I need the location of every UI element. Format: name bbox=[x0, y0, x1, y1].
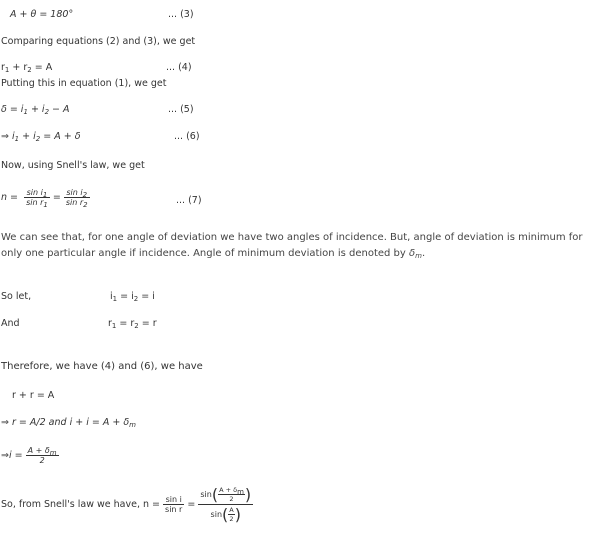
text-comparing: Comparing equations (2) and (3), we get bbox=[1, 36, 196, 47]
equation-5: $\delta = i_1 + i_2 - A$ bbox=[1, 104, 70, 116]
equation-6: ⇒ $i_1 + i_2 = A + \delta$ bbox=[1, 131, 81, 143]
equation-i: ⇒ i = $\frac{A + \delta_m}{2}$ bbox=[1, 446, 57, 465]
equation-7: n = $\frac{\sin i_1}{\sin r_1}$ = $\frac{\sin i_2}{\sin r_2}$ bbox=[1, 188, 88, 209]
text-therefore: Therefore, we have (4) and (6), we have bbox=[1, 361, 203, 372]
equation-4: $r_1 + r_2 = A$ bbox=[1, 62, 53, 74]
implies-arrow: ⇒ bbox=[1, 417, 9, 428]
implies-arrow: ⇒ bbox=[1, 131, 9, 142]
so-let-equation: $i_1 = i_2 = i$ bbox=[110, 291, 155, 303]
equation-3-ref: ... (3) bbox=[168, 9, 194, 20]
fraction-2: $\frac{\sin i_2}{\sin r_2}$ bbox=[65, 188, 88, 209]
text-snell: Now, using Snell's law, we get bbox=[1, 160, 145, 171]
equation-5-ref: ... (5) bbox=[168, 104, 194, 115]
fraction-1: $\frac{\sin i_1}{\sin r_1}$ bbox=[26, 188, 48, 209]
equation-r-plus-r: r + r = A bbox=[12, 390, 55, 401]
equation-3: A + θ = 180° bbox=[10, 9, 74, 20]
fraction-sin-i-over-sin-r: $\frac{\text{sin i}}{\text{sin r}}$ bbox=[165, 495, 183, 514]
fraction-sin-half-angles: sin ( $\frac{A + \delta_m}{2}$ ) sin ( $\frac{A}{2}$ ) bbox=[200, 485, 252, 524]
so-let-label: So let, bbox=[1, 291, 32, 302]
equation-4-ref: ... (4) bbox=[166, 62, 192, 73]
equation-7-ref: ... (7) bbox=[176, 195, 202, 206]
and-equation: $r_1 = r_2 = r$ bbox=[108, 318, 157, 330]
final-equation: So, from Snell's law we have, n = $\frac{\text{sin i}}{\text{sin r}}$ = sin ( $\frac{A + \delta_m}{2}$ ) sin ( $\frac{A}{2}$ ) bbox=[1, 485, 252, 524]
equation-6-ref: ... (6) bbox=[174, 131, 200, 142]
and-label: And bbox=[1, 318, 20, 329]
text-putting: Putting this in equation (1), we get bbox=[1, 78, 167, 89]
paragraph-min-deviation: We can see that, for one angle of deviation we have two angles of incidence. But, angle of deviation is minimum for only one particular angle if incidence. Angle of minimum deviation is denoted by $\delta_m$. bbox=[1, 232, 583, 260]
equation-r-half-a: ⇒ r = A/2 and $i + i = A + \delta_m$ bbox=[1, 417, 136, 429]
implies-arrow: ⇒ bbox=[1, 450, 9, 461]
fraction-i: $\frac{A + \delta_m}{2}$ bbox=[27, 446, 57, 465]
